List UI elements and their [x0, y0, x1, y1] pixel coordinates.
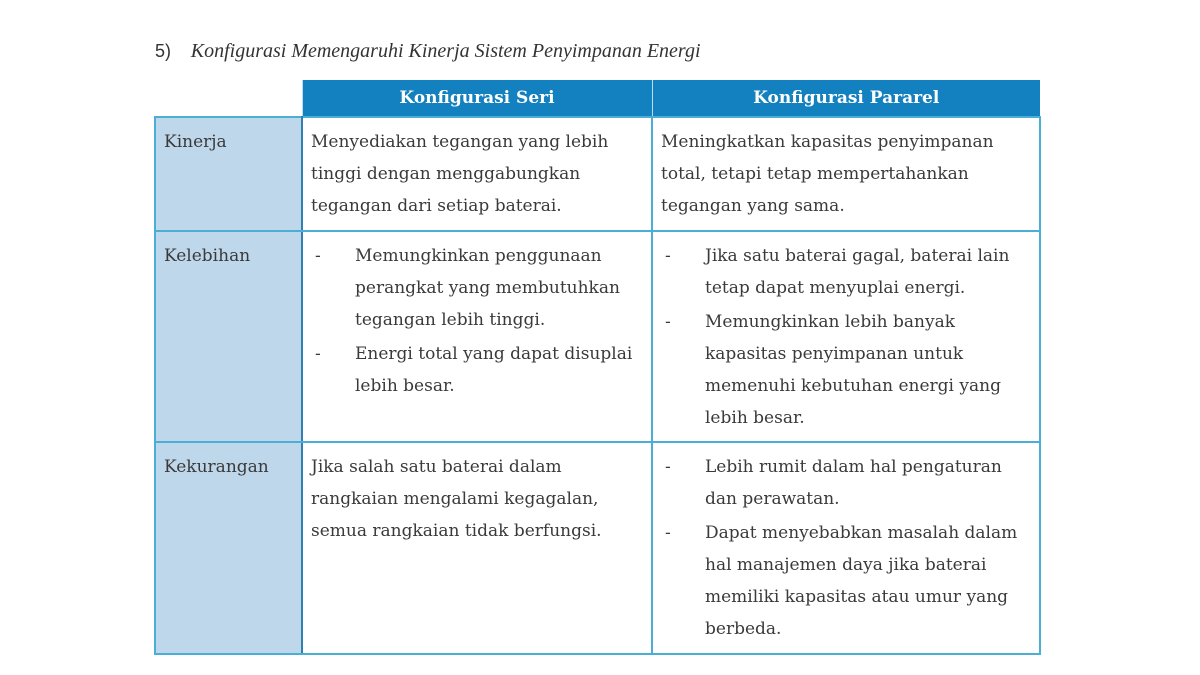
- table-row-kekurangan: [155, 442, 1040, 654]
- list-item: - Memungkinkan lebih banyak kapasitas penyimpanan untuk memenuhi kebutuhan energi yang lebih besar.: [661, 306, 1031, 434]
- table-row-kelebihan: [155, 231, 1040, 442]
- cell-seri: Jika salah satu baterai dalam rangkaian mengalami kegagalan, semua rangkaian tidak berfungsi.: [302, 442, 652, 654]
- comparison-table: [154, 80, 1041, 655]
- cell-pararel: [652, 442, 1040, 654]
- section-title: Konfigurasi Memengaruhi Kinerja Sistem Penyimpanan Energi: [190, 40, 701, 62]
- dash-bullet: -: [315, 246, 321, 266]
- row-label: Kelebihan: [155, 231, 302, 442]
- list-item: - Memungkinkan penggunaan perangkat yang membutuhkan tegangan lebih tinggi.: [311, 240, 643, 336]
- dash-bullet: -: [665, 523, 671, 543]
- cell-pararel: Meningkatkan kapasitas penyimpanan total, tetapi tetap mempertahankan tegangan yang sama.: [652, 117, 1040, 231]
- header-seri: Konfigurasi Seri: [302, 80, 652, 117]
- dash-bullet: -: [665, 457, 671, 477]
- bullet-list: [661, 451, 1031, 645]
- section-heading: [155, 40, 701, 63]
- section-number: 5): [155, 41, 172, 61]
- dash-bullet: -: [665, 246, 671, 266]
- list-item: - Jika satu baterai gagal, baterai lain tetap dapat menyuplai energi.: [661, 240, 1031, 304]
- row-label: Kekurangan: [155, 442, 302, 654]
- row-label: Kinerja: [155, 117, 302, 231]
- dash-bullet: -: [665, 312, 671, 332]
- list-item: - Dapat menyebabkan masalah dalam hal manajemen daya jika baterai memiliki kapasitas atau umur yang berbeda.: [661, 517, 1031, 645]
- list-item: - Lebih rumit dalam hal pengaturan dan perawatan.: [661, 451, 1031, 515]
- cell-seri: Menyediakan tegangan yang lebih tinggi dengan menggabungkan tegangan dari setiap baterai.: [302, 117, 652, 231]
- header-corner: [155, 80, 302, 117]
- table-row-kinerja: [155, 117, 1040, 231]
- bullet-list: [311, 240, 643, 402]
- cell-seri: [302, 231, 652, 442]
- dash-bullet: -: [315, 344, 321, 364]
- list-item: - Energi total yang dapat disuplai lebih besar.: [311, 338, 643, 402]
- cell-pararel: [652, 231, 1040, 442]
- bullet-list: [661, 240, 1031, 434]
- table-header-row: [155, 80, 1040, 117]
- header-pararel: Konfigurasi Pararel: [652, 80, 1040, 117]
